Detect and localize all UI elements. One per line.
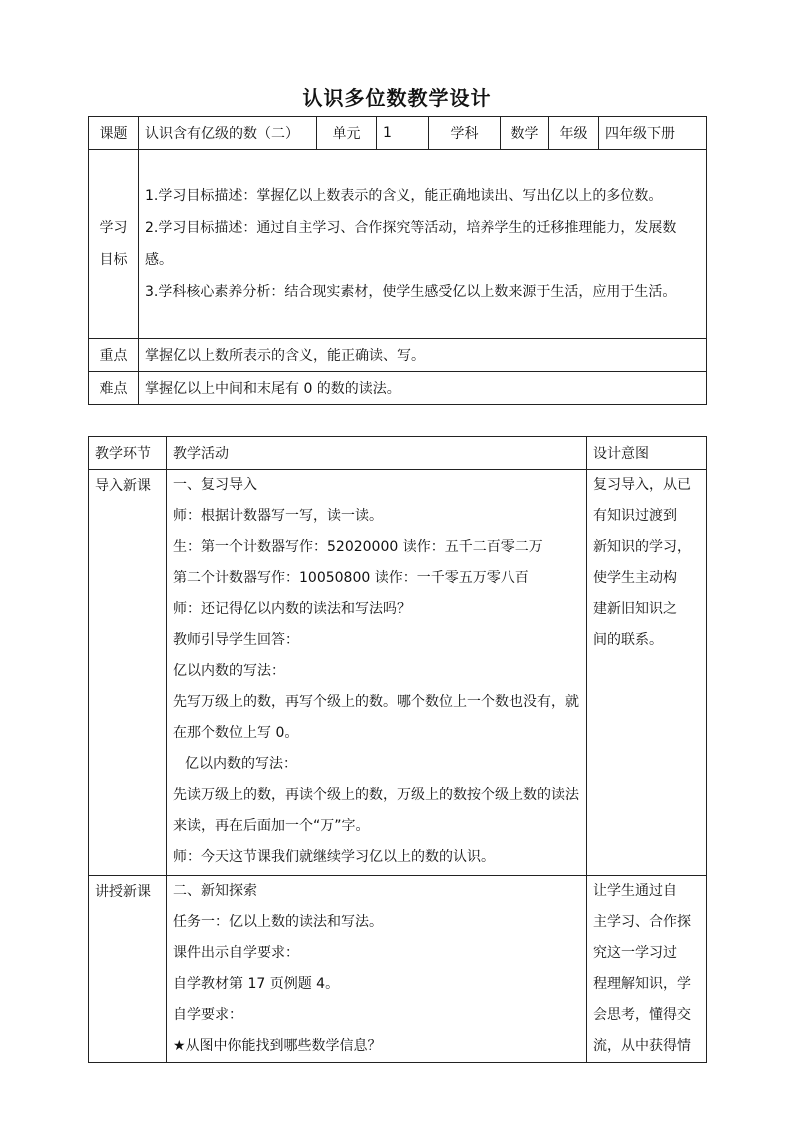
activity-cell xyxy=(167,876,587,1063)
topic-value: 认识含有亿级的数（二） xyxy=(139,117,317,150)
activity-line: 先写万级上的数，再写个级上的数。哪个数位上一个数也没有，就在那个数位上写 0。 xyxy=(173,694,579,741)
stage-label: 导入新课 xyxy=(95,478,151,494)
goals-label: 学习 目标 xyxy=(89,150,139,339)
unit-value: 1 xyxy=(377,117,429,150)
header-activity: 教学活动 xyxy=(167,437,587,470)
intent-line: 复习导入，从已 xyxy=(593,477,691,493)
intent-line: 使学生主动构 xyxy=(593,570,677,586)
intent-cell xyxy=(587,876,707,1063)
key-value: 掌握亿以上数所表示的含义，能正确读、写。 xyxy=(139,339,707,372)
key-label: 重点 xyxy=(89,339,139,372)
activity-line: 自学教材第 17 页例题 4。 xyxy=(173,976,340,992)
info-header-row xyxy=(89,117,707,150)
activity-line: 先读万级上的数，再读个级上的数，万级上的数按个级上数的读法来读，再在后面加一个“万”字。 xyxy=(173,787,579,834)
activity-line: 一、复习导入 xyxy=(173,477,257,493)
goal-item: 1.学习目标描述：掌握亿以上数表示的含义，能正确地读出、写出亿以上的多位数。 xyxy=(145,188,663,204)
unit-label: 单元 xyxy=(317,117,377,150)
grade-label: 年级 xyxy=(549,117,599,150)
difficulty-label: 难点 xyxy=(89,372,139,405)
activity-line: 教师引导学生回答： xyxy=(173,632,299,648)
activity-line: 师：今天这节课我们就继续学习亿以上的数的认识。 xyxy=(173,849,495,865)
intent-line: 程理解知识，学 xyxy=(593,976,691,992)
intent-line: 让学生通过自 xyxy=(593,883,677,899)
subject-label: 学科 xyxy=(429,117,501,150)
activity-line: 二、新知探索 xyxy=(173,883,257,899)
goals-content xyxy=(139,150,707,339)
activity-line: ★从图中你能找到哪些数学信息？ xyxy=(173,1038,382,1054)
intent-cell xyxy=(587,470,707,876)
subject-value: 数学 xyxy=(501,117,549,150)
header-intent: 设计意图 xyxy=(587,437,707,470)
grade-value: 四年级下册 xyxy=(599,117,707,150)
intent-line: 流，从中获得情 xyxy=(593,1038,691,1054)
activity-line: 任务一：亿以上数的读法和写法。 xyxy=(173,914,383,930)
activity-line: 第二个计数器写作：10050800 读作：一千零五万零八百 xyxy=(173,570,529,586)
document-title: 认识多位数教学设计 xyxy=(302,86,492,110)
activity-line: 自学要求： xyxy=(173,1007,243,1023)
intent-line: 建新旧知识之 xyxy=(593,601,677,617)
topic-label: 课题 xyxy=(89,117,139,150)
activity-line: 亿以内数的写法： xyxy=(173,663,285,679)
intent-line: 主学习、合作探 xyxy=(593,914,691,930)
activity-cell xyxy=(167,470,587,876)
lesson-plan-table xyxy=(88,436,707,1063)
activity-line: 师：根据计数器写一写，读一读。 xyxy=(173,508,383,524)
intent-line: 有知识过渡到 xyxy=(593,508,677,524)
section-row-new xyxy=(89,876,707,1063)
key-row xyxy=(89,339,707,372)
activity-line: 亿以内数的写法： xyxy=(185,756,297,772)
goal-item: 3.学科核心素养分析：结合现实素材，使学生感受亿以上数来源于生活，应用于生活。 xyxy=(145,284,677,300)
plan-header-row xyxy=(89,437,707,470)
difficulty-value: 掌握亿以上中间和末尾有 0 的数的读法。 xyxy=(139,372,707,405)
intent-line: 间的联系。 xyxy=(593,632,663,648)
intent-line: 会思考，懂得交 xyxy=(593,1007,691,1023)
intent-line: 新知识的学习， xyxy=(593,539,691,555)
activity-line: 师：还记得亿以内数的读法和写法吗？ xyxy=(173,601,411,617)
section-row-intro xyxy=(89,470,707,876)
info-table xyxy=(88,116,707,405)
activity-line: 课件出示自学要求： xyxy=(173,945,299,961)
stage-label: 讲授新课 xyxy=(95,884,151,900)
goals-row xyxy=(89,150,707,339)
goal-item: 2.学习目标描述：通过自主学习、合作探究等活动，培养学生的迁移推理能力，发展数感。 xyxy=(145,220,677,268)
difficulty-row xyxy=(89,372,707,405)
header-stage: 教学环节 xyxy=(89,437,167,470)
activity-line: 生：第一个计数器写作：52020000 读作：五千二百零二万 xyxy=(173,539,543,555)
intent-line: 究这一学习过 xyxy=(593,945,677,961)
